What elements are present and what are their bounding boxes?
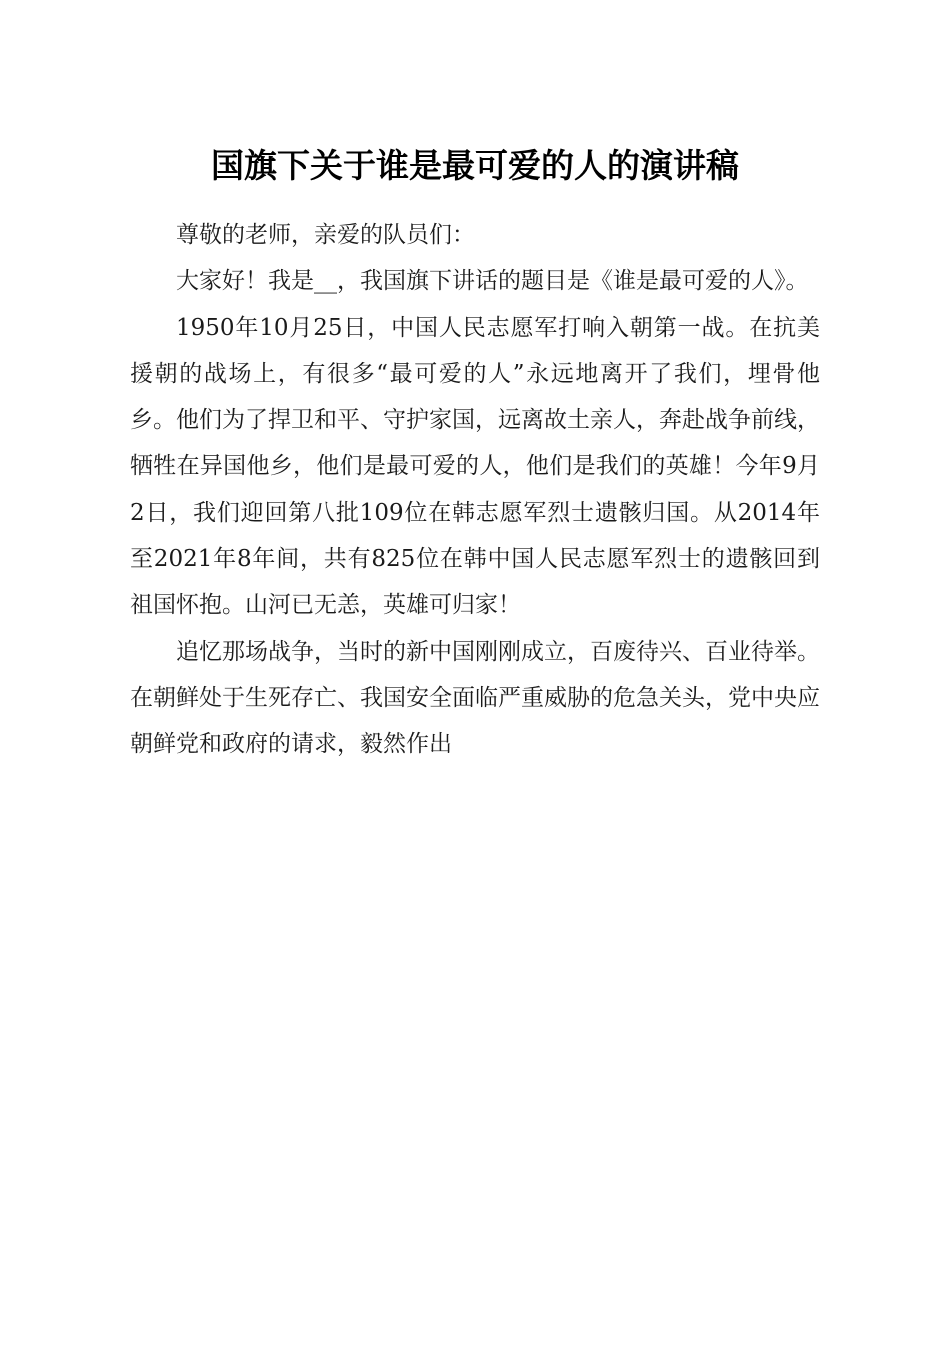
paragraph-greeting: 大家好！我是__，我国旗下讲话的题目是《谁是最可爱的人》。	[176, 268, 809, 295]
paragraph-history: 1950年10月25日，中国人民志愿军打响入朝第一战。在抗美援朝的战场上，有很多“最可爱的人”永远地离开了我们，埋骨他乡。他们为了捍卫和平、守护家国，远离故土亲人，奔赴战争前线，牺牲在异国他乡，他们是最可爱的人，他们是我们的英雄！今年9月2日，我们迎回第八批109位在韩志愿军烈士遗骸归国。从2014年至2021年8年间，共有825位在韩中国人民志愿军烈士的遗骸回到祖国怀抱。山河已无恙，英雄可归家！	[130, 314, 820, 619]
paragraph-recollection: 追忆那场战争，当时的新中国刚刚成立，百废待兴、百业待举。在朝鲜处于生死存亡、我国安全面临严重威胁的危急关头，党中央应朝鲜党和政府的请求，毅然作出	[130, 638, 820, 758]
document-title: 国旗下关于谁是最可爱的人的演讲稿	[211, 146, 739, 185]
document-body	[130, 212, 820, 768]
paragraph-salutation: 尊敬的老师，亲爱的队员们：	[176, 222, 475, 248]
